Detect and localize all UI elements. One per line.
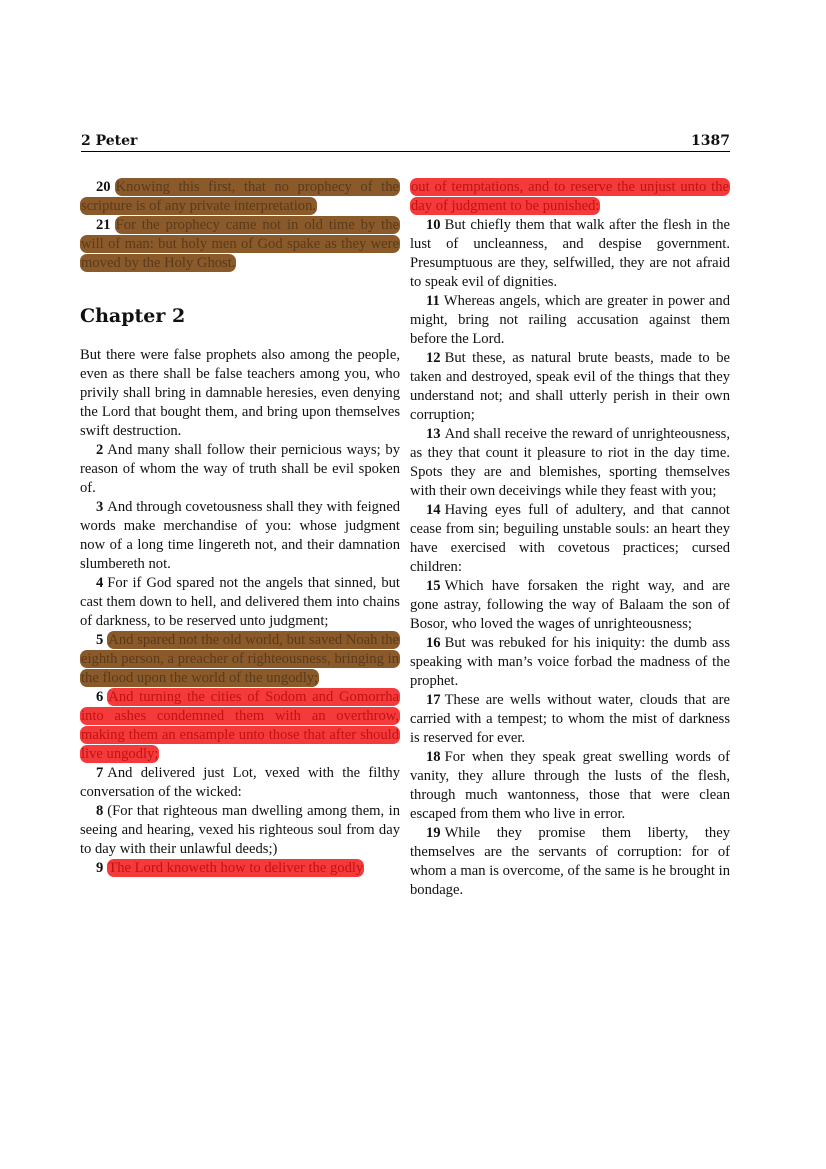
verse-11 [410, 292, 730, 349]
running-header [81, 133, 730, 152]
verse-text: But was rebuked for his iniquity: the dumb ass speaking with man’s voice forbad the madness of the prophet. [410, 635, 730, 689]
red-highlight[interactable]: And turning the cities of Sodom and Gomorrha into ashes condemned them with an overthrow, making them an ensample unto those that after should live ungodly; [81, 689, 399, 762]
verse-number: 2 [96, 442, 104, 458]
verse-text: Which have forsaken the right way, and are gone astray, following the way of Balaam the son of Bosor, who loved the wages of unrighteousness; [410, 578, 730, 632]
verse-number: 3 [96, 499, 104, 515]
verse-text: And shall receive the reward of unrighteousness, as they that count it pleasure to riot in the day time. Spots they are and blemishes, sporting themselves with their own deceivings while they feast with you; [410, 426, 730, 499]
verse-1: But there were false prophets also among the people, even as there shall be false teachers among you, who privily shall bring in damnable heresies, even denying the Lord that bought them, and bring upon themselves swift destruction. [80, 347, 400, 439]
verse-number: 14 [426, 502, 441, 518]
verse-5 [80, 631, 400, 688]
verse-6 [80, 688, 400, 764]
verse-number: 15 [426, 578, 441, 594]
chapter-heading: Chapter 2 [80, 305, 186, 327]
verse-2 [80, 441, 400, 498]
verse-text: Having eyes full of adultery, and that cannot cease from sin; beguiling unstable souls: an heart they have exercised with covetous practices; cursed children: [410, 502, 730, 575]
verse-text: For if God spared not the angels that sinned, but cast them down to hell, and delivered them into chains of darkness, to be reserved unto judgment; [80, 575, 400, 629]
brown-highlight[interactable]: And spared not the old world, but saved Noah the eighth person, a preacher of righteousness, bringing in the flood upon the world of the ungodly; [81, 632, 399, 686]
verse-12 [410, 349, 730, 425]
verse-number: 12 [426, 350, 441, 366]
verse-text: But chiefly them that walk after the flesh in the lust of uncleanness, and despise government. Presumptuous are they, selfwilled, they are not afraid to speak evil of dignities. [410, 217, 730, 290]
verse-number: 5 [96, 632, 104, 648]
page-number: 1387 [691, 133, 730, 149]
verse-number: 10 [426, 217, 441, 233]
verse-number: 9 [96, 860, 104, 876]
verse-number: 16 [426, 635, 441, 651]
verse-text: But these, as natural brute beasts, made to be taken and destroyed, speak evil of the things that they understand not; and shall utterly perish in their own corruption; [410, 350, 730, 423]
brown-highlight[interactable]: For the prophecy came not in old time by the will of man: but holy men of God spake as they were moved by the Holy Ghost. [81, 217, 399, 271]
verse-13 [410, 425, 730, 501]
verse-number: 21 [96, 217, 111, 233]
left-column [80, 178, 400, 878]
verse-text: For when they speak great swelling words of vanity, they allure through the lusts of the flesh, through much wantonness, those that were clean escaped from them who live in error. [410, 749, 730, 822]
verse-9 [80, 859, 400, 878]
right-column [410, 178, 730, 900]
verse-text: Whereas angels, which are greater in power and might, bring not railing accusation against them before the Lord. [410, 293, 730, 347]
verse-21 [80, 216, 400, 273]
verse-16 [410, 634, 730, 691]
verse-number: 4 [96, 575, 104, 591]
verse-8 [80, 802, 400, 859]
red-highlight[interactable]: The Lord knoweth how to deliver the godly [108, 860, 364, 876]
verse-number: 13 [426, 426, 441, 442]
verse-text: And through covetousness shall they with feigned words make merchandise of you: whose judgment now of a long time lingereth not, and their damnation slumbereth not. [80, 499, 400, 572]
verse-10 [410, 216, 730, 292]
verse-17 [410, 691, 730, 748]
verse-3 [80, 498, 400, 574]
verse-7 [80, 764, 400, 802]
red-highlight[interactable]: out of temptations, and to reserve the unjust unto the day of judgment to be punished: [411, 179, 729, 214]
verse-number: 19 [426, 825, 441, 841]
book-title: 2 Peter [81, 133, 138, 149]
verse-text: While they promise them liberty, they themselves are the servants of corruption: for of whom a man is overcome, of the same is he brought in bondage. [410, 825, 730, 898]
verse-15 [410, 577, 730, 634]
verse-9-continued [410, 178, 730, 216]
verse-number: 7 [96, 765, 104, 781]
verse-18 [410, 748, 730, 824]
verse-20 [80, 178, 400, 216]
verse-number: 8 [96, 803, 104, 819]
verse-text: These are wells without water, clouds that are carried with a tempest; to whom the mist of darkness is reserved for ever. [410, 692, 730, 746]
verse-number: 18 [426, 749, 441, 765]
verse-text: And many shall follow their pernicious ways; by reason of whom the way of truth shall be evil spoken of. [80, 442, 400, 496]
verse-14 [410, 501, 730, 577]
verse-text: And delivered just Lot, vexed with the filthy conversation of the wicked: [80, 765, 400, 800]
verse-number: 6 [96, 689, 104, 705]
verse-4 [80, 574, 400, 631]
verse-number: 20 [96, 179, 111, 195]
brown-highlight[interactable]: Knowing this first, that no prophecy of the scripture is of any private interpretation. [81, 179, 399, 214]
verse-19 [410, 824, 730, 900]
verse-number: 11 [426, 293, 440, 309]
verse-number: 17 [426, 692, 441, 708]
verse-text: (For that righteous man dwelling among them, in seeing and hearing, vexed his righteous soul from day to day with their unlawful deeds;) [80, 803, 400, 857]
